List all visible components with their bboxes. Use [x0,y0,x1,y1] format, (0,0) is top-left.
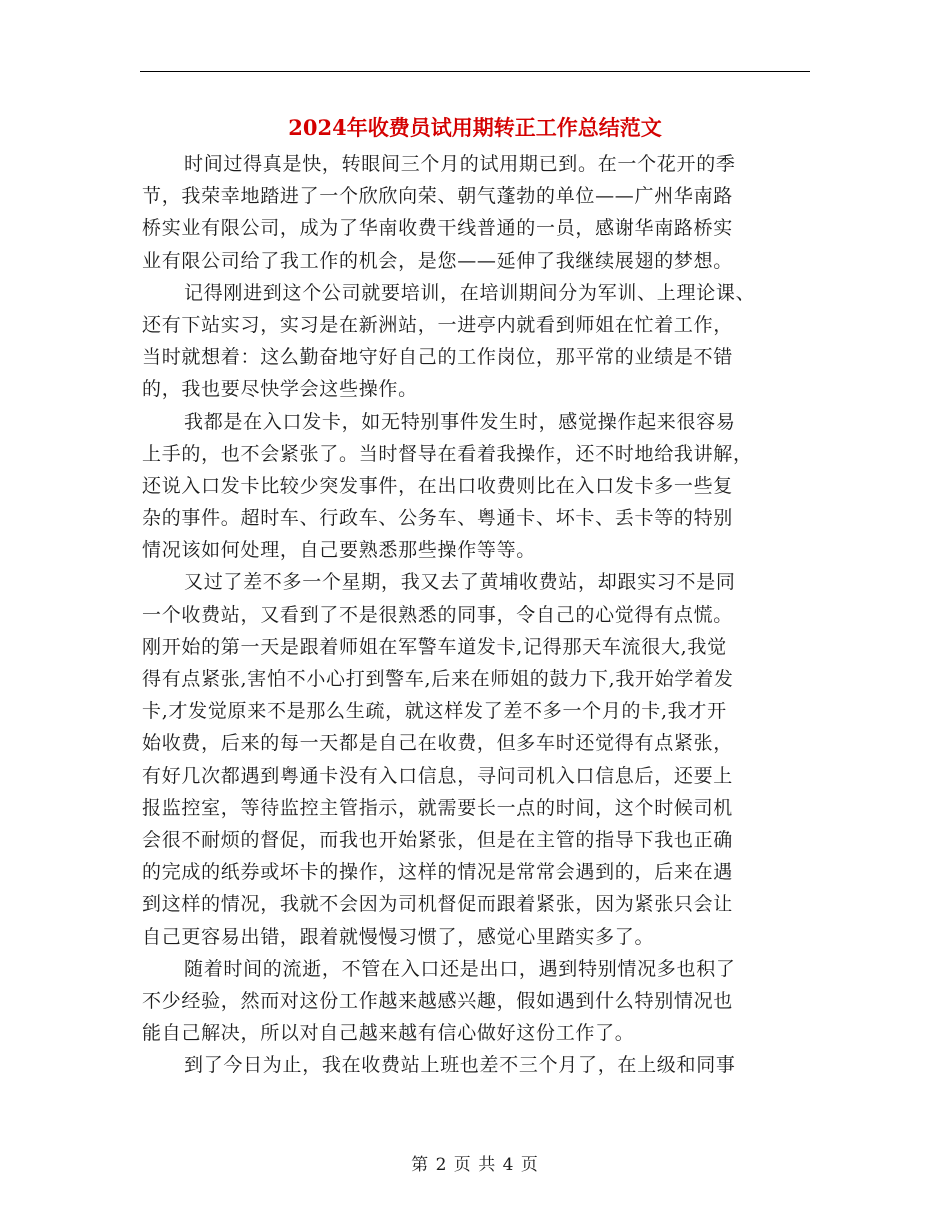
page-number: 第 2 页 共 4 页 [411,1155,539,1175]
paragraph-4-line-8: 报监控室，等待监控主管指示，就需要长一点的时间，这个时候司机 [142,796,734,819]
paragraph-3-line-1: 我都是在入口发卡，如无特别事件发生时，感觉操作起来很容易 [184,410,736,433]
paragraph-1-line-1: 时间过得真是快，转眼间三个月的试用期已到。在一个花开的季 [184,153,736,175]
paragraph-5-line-2: 不少经验，然而对这份工作越来越感兴趣，假如遇到什么特别情况也 [142,989,734,1012]
paragraph-4-line-7: 有好几次都遇到粤通卡没有入口信息，寻问司机入口信息后，还要上 [142,764,734,787]
paragraph-5-line-1: 随着时间的流逝，不管在入口还是出口，遇到特别情况多也积了 [184,957,736,980]
paragraph-4-line-6: 始收费，后来的每一天都是自己在收费，但多车时还觉得有点紧张， [142,732,734,755]
paragraph-5-line-3: 能自己解决，所以对自己越来越有信心做好这份工作了。 [142,1022,635,1045]
paragraph-4-line-4: 得有点紧张,害怕不小心打到警车,后来在师姐的鼓力下,我开始学着发 [142,668,734,690]
paragraph-1-line-4: 业有限公司给了我工作的机会，是您——延伸了我继续展翅的梦想。 [142,249,734,272]
paragraph-3-line-4: 杂的事件。超时车、行政车、公务车、粤通卡、坏卡、丢卡等的特别 [142,507,734,530]
document-title: 2024年收费员试用期转正工作总结范文 [288,115,662,140]
paragraph-1-line-3: 桥实业有限公司，成为了华南收费干线普通的一员，感谢华南路桥实 [142,217,734,240]
paragraph-6-line-1: 到了今日为止，我在收费站上班也差不三个月了，在上级和同事 [184,1054,736,1077]
paragraph-4-line-3: 刚开始的第一天是跟着师姐在军警车道发卡,记得那天车流很大,我觉 [142,635,727,658]
paragraph-2-line-4: 的，我也要尽快学会这些操作。 [142,378,418,401]
paragraph-3-line-3: 还说入口发卡比较少突发事件，在出口收费则比在入口发卡多一些复 [142,474,734,497]
paragraph-3-line-2: 上手的，也不会紧张了。当时督导在看着我操作，还不时地给我讲解， [142,442,753,465]
paragraph-4-line-5: 卡,才发觉原来不是那么生疏，就这样发了差不多一个月的卡,我才开 [142,700,727,723]
paragraph-4-line-12: 自己更容易出错，跟着就慢慢习惯了，感觉心里踏实多了。 [142,925,655,948]
document-body [142,148,810,1081]
paragraph-4-line-9: 会很不耐烦的督促，而我也开始紧张，但是在主管的指导下我也正确 [142,828,734,851]
paragraph-3-line-5: 情况该如何处理，自己要熟悉那些操作等等。 [142,539,537,562]
paragraph-4-line-11: 到这样的情况，我就不会因为司机督促而跟着紧张，因为紧张只会让 [142,893,734,916]
paragraph-2-line-2: 还有下站实习，实习是在新洲站，一进亭内就看到师姐在忙着工作， [142,313,734,336]
paragraph-1-line-2: 节，我荣幸地踏进了一个欣欣向荣、朝气蓬勃的单位——广州华南路 [142,185,734,208]
paragraph-4-line-2: 一个收费站，又看到了不是很熟悉的同事，令自己的心觉得有点慌。 [142,603,734,626]
paragraph-4-line-1: 又过了差不多一个星期，我又去了黄埔收费站，却跟实习不是同 [184,571,736,594]
paragraph-4-line-10: 的完成的纸券或坏卡的操作，这样的情况是常常会遇到的，后来在遇 [142,861,734,884]
paragraph-2-line-1: 记得刚进到这个公司就要培训，在培训期间分为军训、上理论课、 [184,281,756,304]
header-rule [140,71,810,72]
paragraph-2-line-3: 当时就想着：这么勤奋地守好自己的工作岗位，那平常的业绩是不错 [142,346,734,369]
